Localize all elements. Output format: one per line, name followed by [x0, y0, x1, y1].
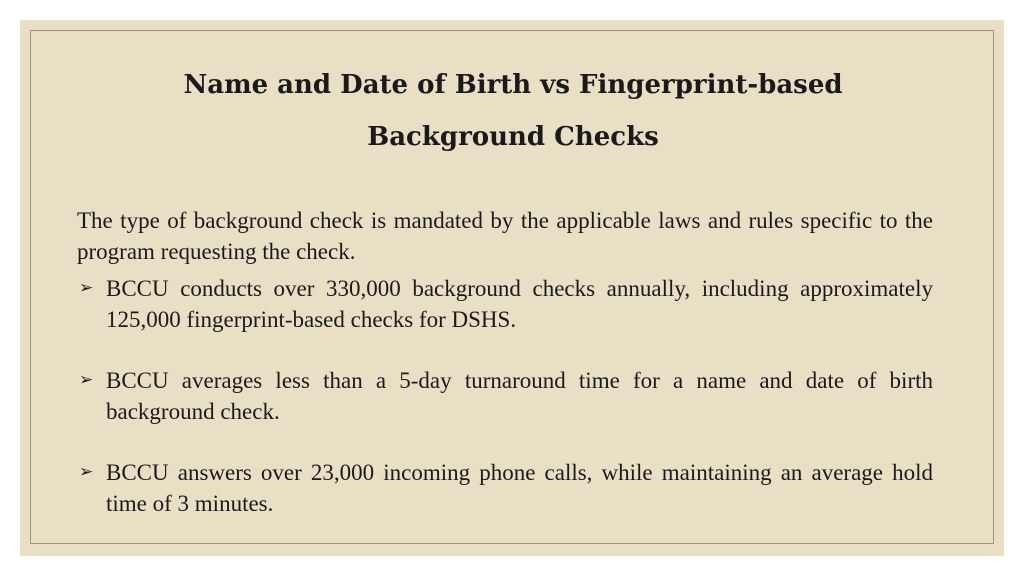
bullet-item — [77, 457, 933, 519]
arrow-bullet-icon: ➢ — [79, 278, 94, 298]
slide-body — [77, 205, 933, 519]
intro-paragraph: The type of background check is mandated by the applicable laws and rules specific to the program requesting the check. — [77, 208, 933, 264]
title-line-1: Name and Date of Birth vs Fingerprint-based — [183, 70, 843, 100]
title-line-2: Background Checks — [367, 122, 659, 152]
bullet-text: BCCU conducts over 330,000 background checks annually, including approximately 125,000 fingerprint-based checks for DSHS. — [106, 276, 933, 332]
bullet-text: BCCU averages less than a 5-day turnaround time for a name and date of birth background check. — [106, 368, 933, 424]
bullet-list — [77, 273, 933, 519]
bullet-text: BCCU answers over 23,000 incoming phone calls, while maintaining an average hold time of 3 minutes. — [106, 460, 933, 516]
arrow-bullet-icon: ➢ — [79, 462, 94, 482]
bullet-item — [77, 273, 933, 335]
slide-frame — [30, 30, 994, 544]
arrow-bullet-icon: ➢ — [79, 370, 94, 390]
slide — [20, 20, 1004, 556]
bullet-item — [77, 365, 933, 427]
slide-title — [31, 59, 995, 163]
